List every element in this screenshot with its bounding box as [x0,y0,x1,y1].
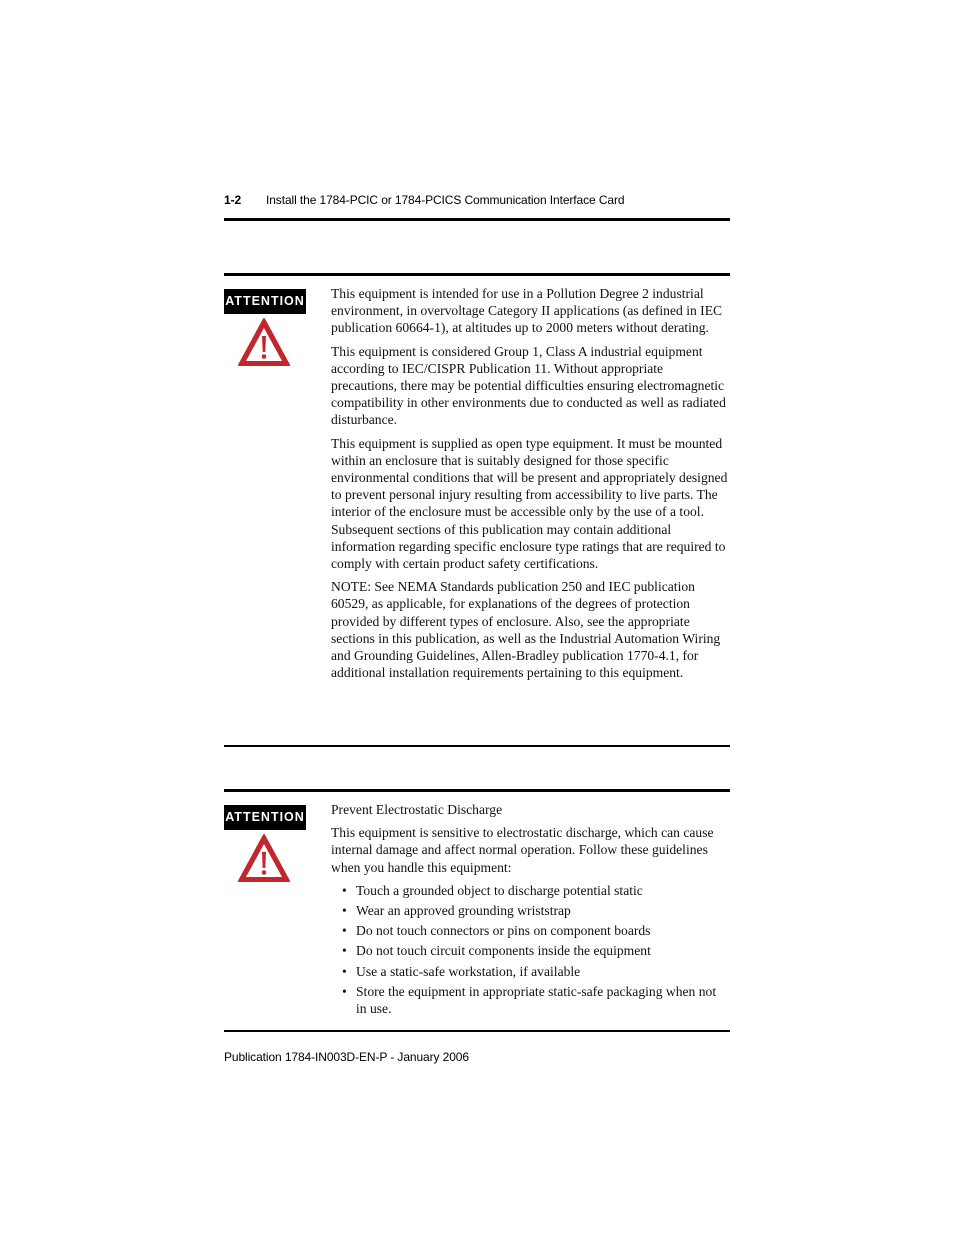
attention-heading: Prevent Electrostatic Discharge [331,802,503,817]
list-item: • Store the equipment in appropriate static-safe packaging when not in use. [331,983,730,1017]
page-footer: Publication 1784-IN003D-EN-P - January 2006 [224,1050,469,1064]
attention-note: NOTE: See NEMA Standards publication 250 and IEC publication 60529, as applicable, for explanations of the degrees of protection provided by different types of enclosure. Also, see the appropriate sections in this publication, as well as the Industrial Automation Wiring and Grounding Guidelines, Allen-Bradley publication 1770-4.1, for additional installation requirements pertaining to this equipment. [331,579,721,681]
header-title: Install the 1784-PCIC or 1784-PCICS Communication Interface Card [266,193,625,207]
page-number: 1-2 [224,193,242,207]
warning-triangle-icon [236,832,292,884]
attention-paragraph: This equipment is intended for use in a Pollution Degree 2 industrial environment, in overvoltage Category II applications (as defined in IEC publication 60664-1), at altitudes up to 2000 meters without derating. [331,286,723,336]
list-item: • Do not touch connectors or pins on component boards [331,922,730,939]
esd-guidelines-list [331,882,730,1017]
attention-box-environment [224,273,730,747]
attention-label: ATTENTION [224,289,306,314]
list-item: • Use a static-safe workstation, if available [331,963,730,980]
attention-intro: This equipment is sensitive to electrostatic discharge, which can cause internal damage and affect normal operation. Follow these guidelines when you handle this equipment: [331,825,714,875]
warning-triangle-icon [236,316,292,368]
attention-body [331,285,730,687]
attention-paragraph: This equipment is supplied as open type equipment. It must be mounted within an enclosure that is suitably designed for those specific environmental conditions that will be present and appropriately designed to prevent personal injury resulting from accessibility to live parts. The interior of the enclosure must be accessible only by the use of a tool. Subsequent sections of this publication may contain additional information regarding specific enclosure type ratings that are required to comply with certain product safety certifications. [331,435,728,572]
attention-paragraph: This equipment is considered Group 1, Class A industrial equipment according to IEC/CISPR Publication 11. Without appropriate precautions, there may be potential difficulties ensuring electromagnetic compatibility in other environments due to conducted as well as radiated disturbance. [331,343,726,428]
attention-box-esd [224,789,730,1032]
list-item: • Do not touch circuit components inside the equipment [331,942,730,959]
page-header [224,192,730,221]
attention-body [331,801,730,1020]
list-item: • Wear an approved grounding wriststrap [331,902,730,919]
attention-label: ATTENTION [224,805,306,830]
list-item: • Touch a grounded object to discharge potential static [331,882,730,899]
